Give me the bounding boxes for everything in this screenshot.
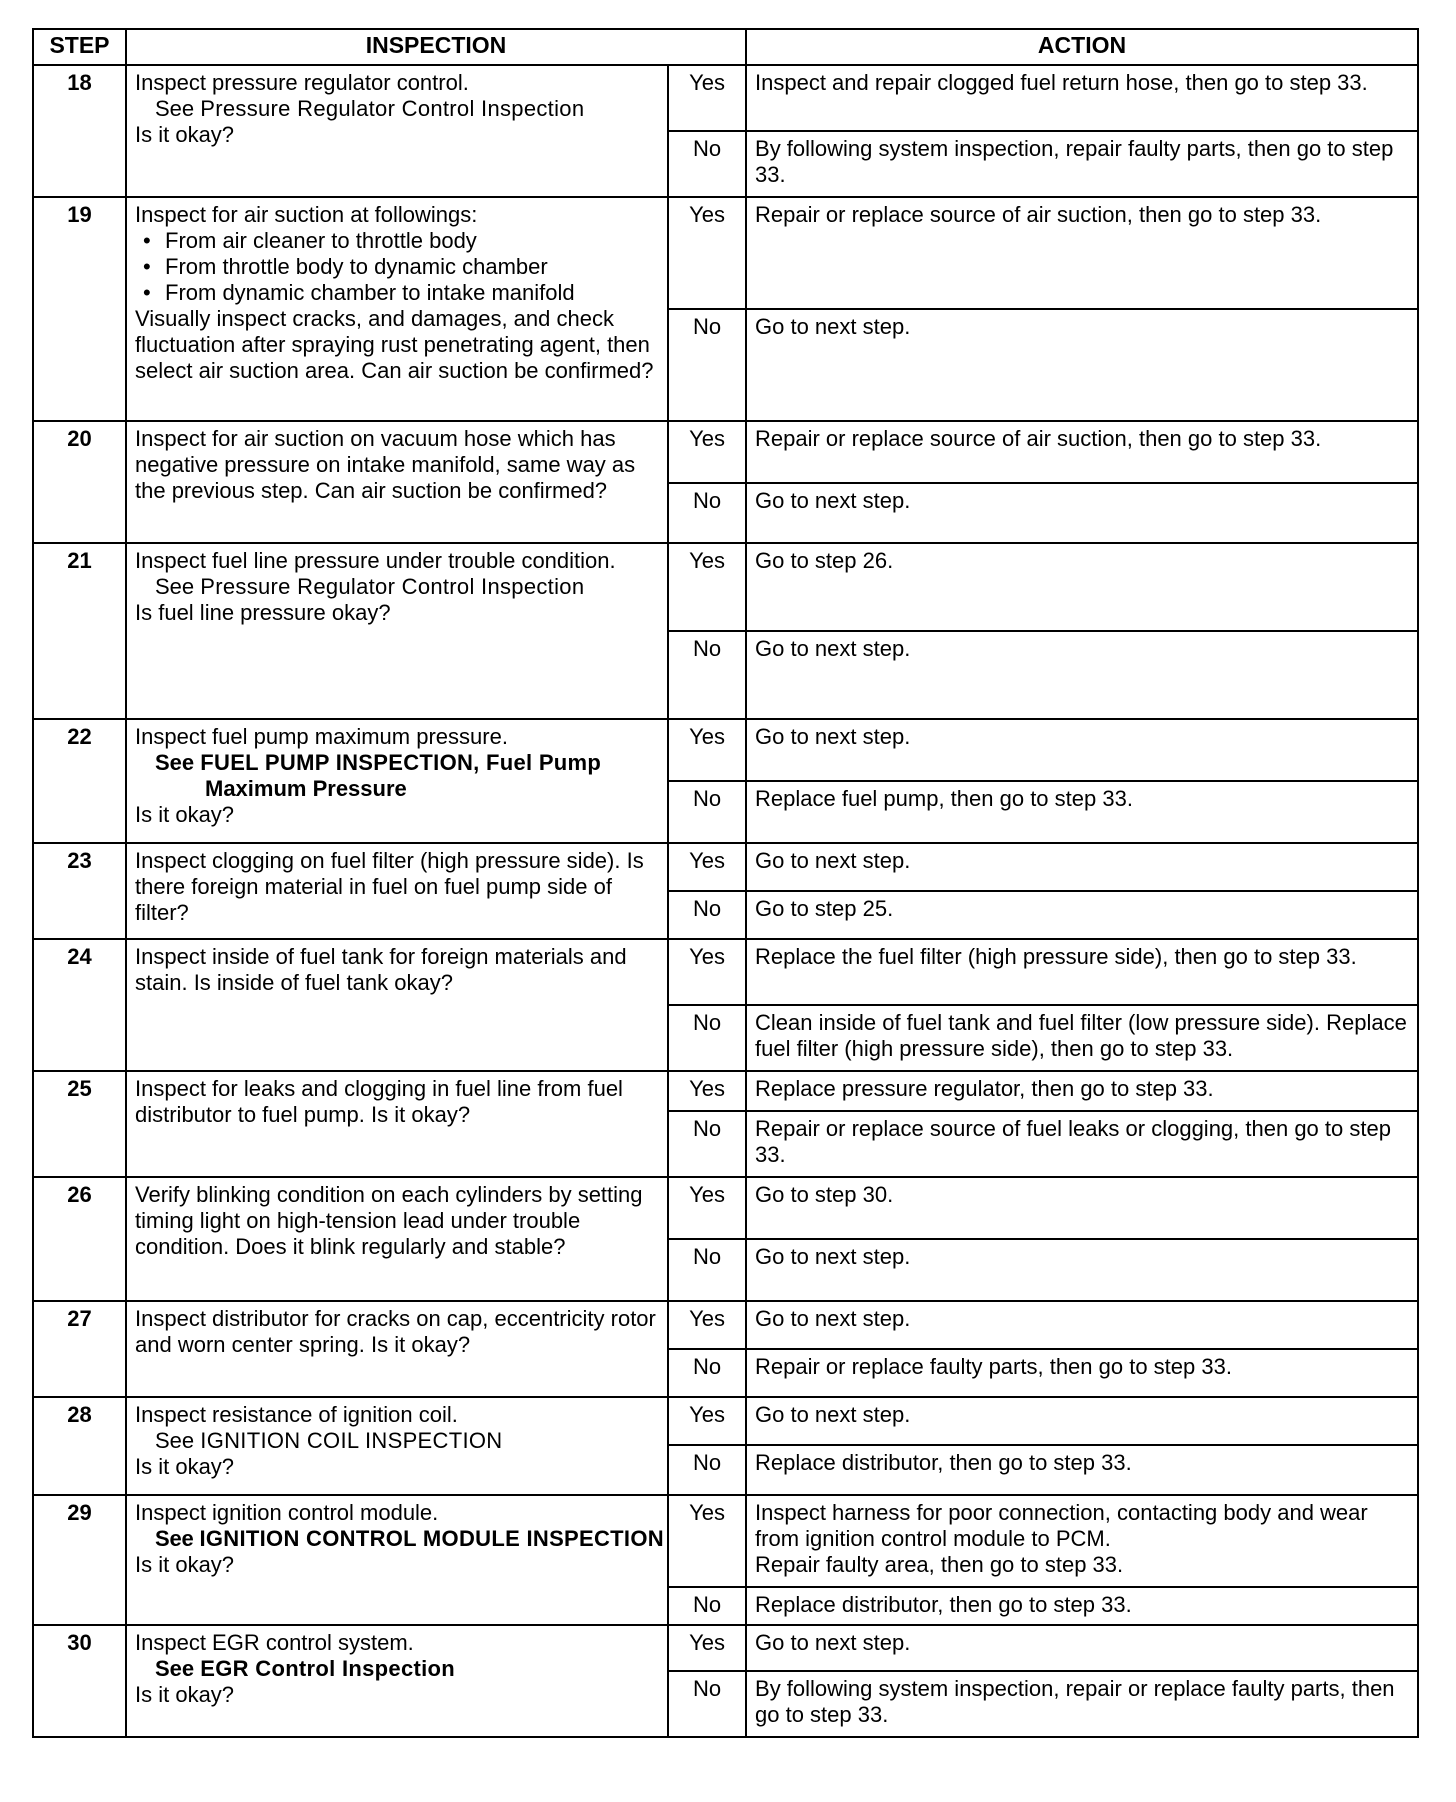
no-label: No xyxy=(668,631,746,719)
inspection-text: Inspect for air suction on vacuum hose which has negative pressure on intake manifold, same way as the previous step. Can air suction be confirmed? xyxy=(126,421,668,543)
see-reference-continued: Maximum Pressure xyxy=(205,776,407,801)
yes-label: Yes xyxy=(668,1301,746,1349)
see-reference-title: IGNITION COIL INSPECTION xyxy=(200,1428,503,1453)
no-label: No xyxy=(668,1349,746,1397)
see-reference xyxy=(135,1526,664,1552)
see-label: See xyxy=(155,574,195,599)
yes-action: Go to next step. xyxy=(746,1301,1418,1349)
no-action: Go to next step. xyxy=(746,1239,1418,1301)
yes-label: Yes xyxy=(668,1071,746,1111)
yes-label: Yes xyxy=(668,939,746,1005)
inspection-text: Inspect inside of fuel tank for foreign materials and stain. Is inside of fuel tank okay? xyxy=(126,939,668,1071)
yes-action: Go to next step. xyxy=(746,1397,1418,1445)
inspection-text: Inspect for air suction at followings: xyxy=(135,202,478,227)
table-row xyxy=(33,421,1418,483)
diagnostic-procedure-page xyxy=(32,28,1417,1738)
step-number: 27 xyxy=(33,1301,126,1397)
no-action: Replace fuel pump, then go to step 33. xyxy=(746,781,1418,843)
table-row xyxy=(33,1071,1418,1111)
step-number: 18 xyxy=(33,65,126,197)
no-action: By following system inspection, repair faulty parts, then go to step 33. xyxy=(746,131,1418,197)
yes-action-followup: Repair faulty area, then go to step 33. xyxy=(755,1552,1124,1577)
yes-label: Yes xyxy=(668,197,746,309)
yes-action: Go to step 30. xyxy=(746,1177,1418,1239)
no-label: No xyxy=(668,1005,746,1071)
yes-action: Replace the fuel filter (high pressure side), then go to step 33. xyxy=(746,939,1418,1005)
table-row xyxy=(33,1177,1418,1239)
inspection-question: Is it okay? xyxy=(135,802,235,827)
no-label: No xyxy=(668,1587,746,1625)
bullet-list xyxy=(135,228,659,306)
inspection-cell xyxy=(126,1397,668,1495)
no-label: No xyxy=(668,1111,746,1177)
no-action: Clean inside of fuel tank and fuel filter (low pressure side). Replace fuel filter (high pressure side), then go to step 33. xyxy=(746,1005,1418,1071)
no-label: No xyxy=(668,1445,746,1495)
step-number: 24 xyxy=(33,939,126,1071)
no-action: Go to next step. xyxy=(746,631,1418,719)
yes-action: Repair or replace source of air suction, then go to step 33. xyxy=(746,421,1418,483)
inspection-question: Visually inspect cracks, and damages, and check fluctuation after spraying rust penetrating agent, then select air suction area. Can air suction be confirmed? xyxy=(135,306,654,383)
inspection-text: Inspect ignition control module. xyxy=(135,1500,439,1525)
no-action: Go to next step. xyxy=(746,309,1418,421)
step-number: 19 xyxy=(33,197,126,421)
see-reference xyxy=(135,1428,659,1454)
inspection-text: Inspect clogging on fuel filter (high pressure side). Is there foreign material in fuel on fuel pump side of filter? xyxy=(126,843,668,939)
see-label: See xyxy=(155,96,195,121)
step-number: 21 xyxy=(33,543,126,719)
list-item: • From air cleaner to throttle body xyxy=(141,228,659,254)
see-reference xyxy=(135,1656,659,1682)
inspection-text: Verify blinking condition on each cylinders by setting timing light on high-tension lead under trouble condition. Does it blink regularly and stable? xyxy=(126,1177,668,1301)
see-reference xyxy=(135,574,659,600)
no-label: No xyxy=(668,131,746,197)
step-number: 23 xyxy=(33,843,126,939)
yes-label: Yes xyxy=(668,843,746,891)
see-reference xyxy=(135,750,659,776)
see-reference-title: EGR Control Inspection xyxy=(200,1656,455,1681)
yes-label: Yes xyxy=(668,719,746,781)
see-reference-title: Pressure Regulator Control Inspection xyxy=(200,96,585,121)
inspection-text: Inspect pressure regulator control. xyxy=(135,70,469,95)
inspection-cell xyxy=(126,1495,668,1625)
yes-action-cell xyxy=(746,1495,1418,1587)
inspection-text: Inspect resistance of ignition coil. xyxy=(135,1402,458,1427)
no-action: Repair or replace faulty parts, then go to step 33. xyxy=(746,1349,1418,1397)
inspection-question: Is it okay? xyxy=(135,1552,235,1577)
no-label: No xyxy=(668,891,746,939)
yes-label: Yes xyxy=(668,1625,746,1671)
table-row xyxy=(33,1397,1418,1445)
yes-label: Yes xyxy=(668,543,746,631)
table-header-row xyxy=(33,29,1418,65)
step-number: 29 xyxy=(33,1495,126,1625)
step-number: 28 xyxy=(33,1397,126,1495)
yes-action: Go to step 26. xyxy=(746,543,1418,631)
diagnostic-table xyxy=(32,28,1419,1738)
table-row xyxy=(33,1495,1418,1587)
no-action: Replace distributor, then go to step 33. xyxy=(746,1587,1418,1625)
see-label: See xyxy=(155,1656,195,1681)
yes-label: Yes xyxy=(668,1495,746,1587)
no-action: Repair or replace source of fuel leaks or clogging, then go to step 33. xyxy=(746,1111,1418,1177)
inspection-cell xyxy=(126,197,668,421)
step-number: 20 xyxy=(33,421,126,543)
yes-label: Yes xyxy=(668,421,746,483)
inspection-question: Is fuel line pressure okay? xyxy=(135,600,391,625)
table-row xyxy=(33,1301,1418,1349)
yes-action: Inspect and repair clogged fuel return hose, then go to step 33. xyxy=(746,65,1418,131)
yes-action: Replace pressure regulator, then go to step 33. xyxy=(746,1071,1418,1111)
inspection-cell xyxy=(126,65,668,197)
inspection-cell xyxy=(126,543,668,719)
see-reference xyxy=(135,96,659,122)
inspection-text: Inspect fuel line pressure under trouble condition. xyxy=(135,548,616,573)
no-action: Go to next step. xyxy=(746,483,1418,543)
no-action: By following system inspection, repair or replace faulty parts, then go to step 33. xyxy=(746,1671,1418,1737)
yes-label: Yes xyxy=(668,1177,746,1239)
table-row xyxy=(33,65,1418,131)
no-label: No xyxy=(668,1239,746,1301)
list-item: • From dynamic chamber to intake manifold xyxy=(141,280,659,306)
yes-label: Yes xyxy=(668,1397,746,1445)
yes-label: Yes xyxy=(668,65,746,131)
yes-action: Go to next step. xyxy=(746,1625,1418,1671)
no-action: Go to step 25. xyxy=(746,891,1418,939)
step-number: 26 xyxy=(33,1177,126,1301)
table-row xyxy=(33,543,1418,631)
no-label: No xyxy=(668,309,746,421)
see-label: See xyxy=(155,1526,194,1551)
inspection-cell xyxy=(126,719,668,843)
header-action: ACTION xyxy=(746,29,1418,65)
table-row xyxy=(33,197,1418,309)
inspection-cell xyxy=(126,1625,668,1737)
inspection-text: Inspect EGR control system. xyxy=(135,1630,414,1655)
see-label: See xyxy=(155,750,195,775)
header-step: STEP xyxy=(33,29,126,65)
header-inspection: INSPECTION xyxy=(126,29,746,65)
table-row xyxy=(33,939,1418,1005)
see-reference-title: FUEL PUMP INSPECTION, Fuel Pump xyxy=(200,750,602,775)
no-label: No xyxy=(668,1671,746,1737)
see-reference-title: IGNITION CONTROL MODULE INSPECTION xyxy=(199,1526,664,1551)
inspection-question: Is it okay? xyxy=(135,1682,235,1707)
no-label: No xyxy=(668,483,746,543)
step-number: 30 xyxy=(33,1625,126,1737)
inspection-question: Is it okay? xyxy=(135,1454,235,1479)
inspection-question: Is it okay? xyxy=(135,122,235,147)
yes-action: Repair or replace source of air suction, then go to step 33. xyxy=(746,197,1418,309)
inspection-text: Inspect for leaks and clogging in fuel line from fuel distributor to fuel pump. Is it okay? xyxy=(126,1071,668,1177)
no-label: No xyxy=(668,781,746,843)
step-number: 22 xyxy=(33,719,126,843)
inspection-text: Inspect distributor for cracks on cap, eccentricity rotor and worn center spring. Is it okay? xyxy=(126,1301,668,1397)
table-row xyxy=(33,719,1418,781)
yes-action: Inspect harness for poor connection, contacting body and wear from ignition control module to PCM. xyxy=(755,1500,1368,1551)
inspection-text: Inspect fuel pump maximum pressure. xyxy=(135,724,508,749)
table-row xyxy=(33,843,1418,891)
yes-action: Go to next step. xyxy=(746,843,1418,891)
table-row xyxy=(33,1625,1418,1671)
list-item: • From throttle body to dynamic chamber xyxy=(141,254,659,280)
see-reference-title: Pressure Regulator Control Inspection xyxy=(200,574,585,599)
yes-action: Go to next step. xyxy=(746,719,1418,781)
step-number: 25 xyxy=(33,1071,126,1177)
no-action: Replace distributor, then go to step 33. xyxy=(746,1445,1418,1495)
see-label: See xyxy=(155,1428,195,1453)
